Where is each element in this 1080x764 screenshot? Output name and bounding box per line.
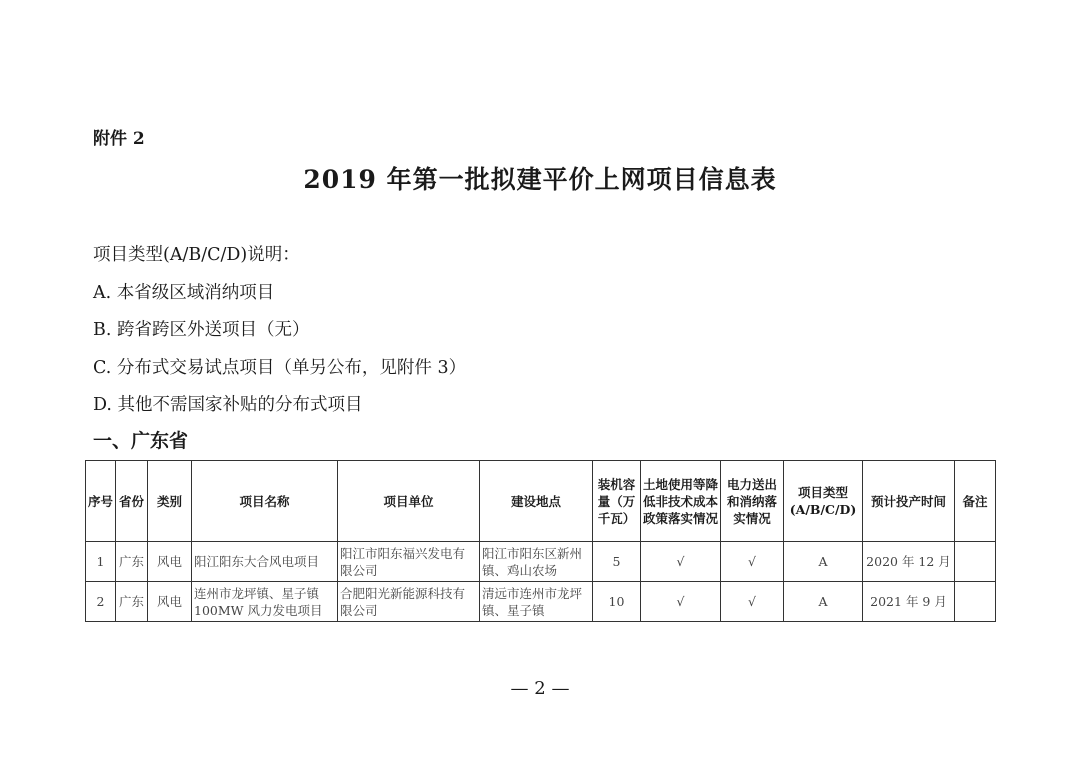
table-cell: 2 [86,582,116,622]
table-cell: √ [641,582,721,622]
table-cell: 合肥阳光新能源科技有限公司 [338,582,480,622]
table-cell: 阳江市阳东福兴发电有限公司 [338,542,480,582]
header-cell: 电力送出和消纳落实情况 [721,461,784,542]
table-cell: √ [721,582,784,622]
table-cell: 风电 [148,582,192,622]
table-cell: 5 [593,542,641,582]
notes-heading: 项目类型(A/B/C/D)说明： [93,245,300,265]
table-cell: 阳江阳东大合风电项目 [192,542,338,582]
table-cell: 连州市龙坪镇、星子镇100MW 风力发电项目 [192,582,338,622]
header-cell: 土地使用等降低非技术成本政策落实情况 [641,461,721,542]
table-cell: 清远市连州市龙坪镇、星子镇 [480,582,593,622]
header-cell: 建设地点 [480,461,593,542]
table-cell: A [784,582,863,622]
header-cell: 备注 [955,461,996,542]
header-cell: 装机容量（万千瓦） [593,461,641,542]
page-number: — 2 — [510,678,570,699]
table-cell: 广东 [116,542,148,582]
table-cell: A [784,542,863,582]
section-title: 一、广东省 [93,430,189,452]
note-item-c: C. 分布式交易试点项目（单另公布，见附件 3） [93,357,467,378]
table-cell: 广东 [116,582,148,622]
table-cell: 1 [86,542,116,582]
table-cell: 2021 年 9 月 [863,582,955,622]
note-item-b: B. 跨省跨区外送项目（无） [93,320,310,340]
note-item-a: A. 本省级区域消纳项目 [93,282,275,303]
header-cell: 类别 [148,461,192,542]
note-item-d: D. 其他不需国家补贴的分布式项目 [93,395,363,415]
header-cell: 预计投产时间 [863,461,955,542]
table-cell: 10 [593,582,641,622]
table-cell [955,582,996,622]
header-cell: 省份 [116,461,148,542]
document-title: 2019 年第一批拟建平价上网项目信息表 [303,165,777,194]
header-cell: 项目单位 [338,461,480,542]
table-row [86,542,996,582]
header-cell: 序号 [86,461,116,542]
table-cell [955,542,996,582]
header-cell: 项目类型(A/B/C/D) [784,461,863,542]
table-header-row [86,461,996,542]
project-type-notes [93,240,466,428]
table-cell: √ [721,542,784,582]
table-row [86,582,996,622]
table-cell: 阳江市阳东区新州镇、鸡山农场 [480,542,593,582]
header-cell: 项目名称 [192,461,338,542]
attachment-label: 附件 2 [93,129,145,149]
table-cell: 风电 [148,542,192,582]
project-info-table [85,460,996,622]
table-cell: √ [641,542,721,582]
table-cell: 2020 年 12 月 [863,542,955,582]
